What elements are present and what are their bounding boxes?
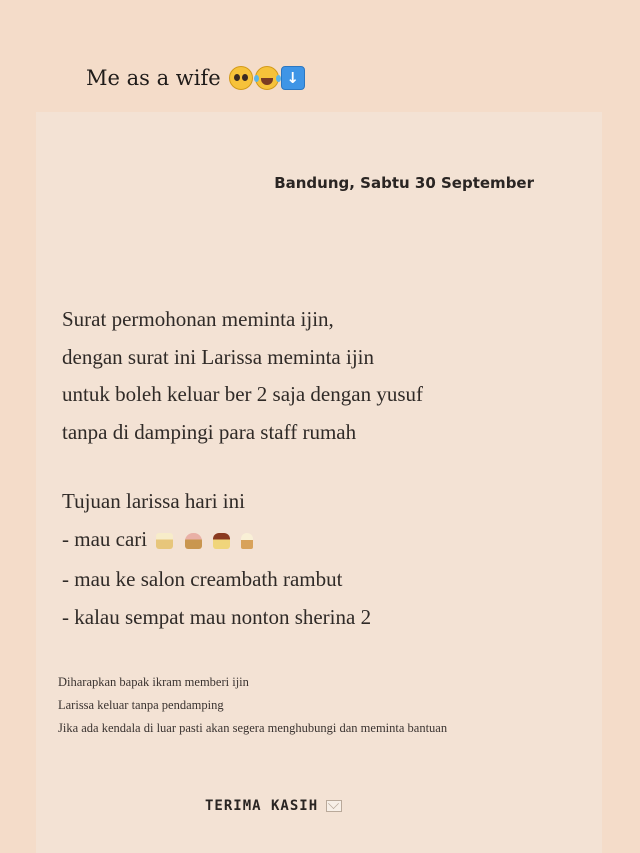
tears-of-joy-icon xyxy=(255,66,279,90)
pudding-icon xyxy=(213,533,230,549)
food-emojis xyxy=(156,524,259,562)
down-arrow-icon: ↓ xyxy=(281,66,305,90)
goals-list xyxy=(62,483,371,636)
goal-item-food xyxy=(62,521,371,562)
goal-item-movie: - kalau sempat mau nonton sherina 2 xyxy=(62,604,372,629)
closing-line: Larissa keluar tanpa pendamping xyxy=(58,698,224,712)
cupcake-icon xyxy=(185,533,202,549)
closing-paragraph xyxy=(58,671,447,740)
goal-item-salon: - mau ke salon creambath rambut xyxy=(62,567,343,591)
request-paragraph xyxy=(62,301,423,451)
goal-text: - mau cari xyxy=(62,526,148,551)
letter-date: Bandung, Sabtu 30 September xyxy=(274,174,534,192)
envelope-icon xyxy=(326,800,342,812)
cake-icon xyxy=(156,533,173,549)
ice-cream-icon xyxy=(241,533,253,549)
closing-line: Jika ada kendala di luar pasti akan segera menghubungi dan meminta bantuan xyxy=(58,721,448,735)
caption-emojis xyxy=(229,66,305,90)
pleading-face-icon xyxy=(229,66,253,90)
paragraph-line: untuk boleh keluar ber 2 saja dengan yusuf xyxy=(62,382,423,406)
paragraph-line: tanpa di dampingi para staff rumah xyxy=(62,419,357,444)
thank-you-signoff xyxy=(205,798,342,814)
caption-text: Me as a wife xyxy=(86,66,221,90)
story-caption xyxy=(86,58,305,98)
paragraph-line: Surat permohonan meminta ijin, xyxy=(62,307,334,331)
thanks-text: TERIMA KASIH xyxy=(205,798,319,814)
paragraph-line: dengan surat ini Larissa meminta ijin xyxy=(62,344,375,369)
closing-line: Diharapkan bapak ikram memberi ijin xyxy=(58,675,249,689)
goals-title: Tujuan larissa hari ini xyxy=(62,489,245,513)
